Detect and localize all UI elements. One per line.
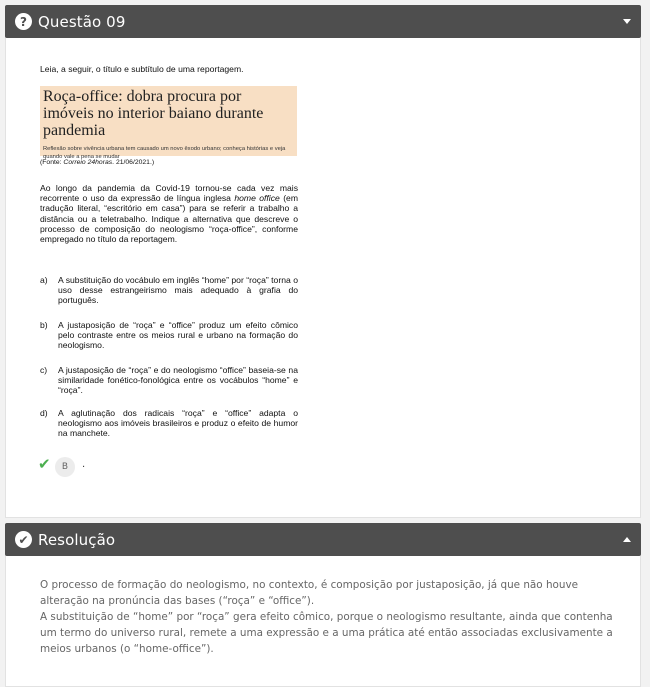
option-b[interactable]: b) A justaposição de “roça” e “office” produz um efeito cômico pelo contraste entre os meios rural e urbano na formação do neologismo. [40,320,298,351]
question-header[interactable] [5,5,641,38]
news-subtitle: Reflexão sobre vivência urbana tem causado um novo êxodo urbano; conheça histórias e veja quando vale a pena se mudar [43,146,286,160]
option-c[interactable]: c) A justaposição de “roça” e do neologismo “office” baseia-se na similaridade fonético-fonológica entre os vocábulos “home” e “roça”. [40,365,298,396]
question-mark-icon: ? [15,13,32,30]
chevron-up-icon[interactable] [623,537,631,542]
check-circle-icon: ✔ [15,531,32,548]
news-clipping [40,86,297,160]
resolution-header[interactable] [5,523,641,556]
question-intro: Leia, a seguir, o título e subtítulo de uma reportagem. [40,64,244,74]
source-citation: (Fonte: Correio 24horas. 21/06/2021.) [40,159,155,166]
resolution-title: Resolução [38,530,116,549]
chevron-down-icon[interactable] [623,19,631,24]
check-icon: ✔ [38,455,51,473]
answer-suffix: . [82,459,86,470]
option-a[interactable]: a) A substituição do vocábulo em inglês “home” por “roça” torna o uso desse estrangeirismo mais adequado à grafia do português. [40,275,298,306]
question-statement: Ao longo da pandemia da Covid-19 tornou-se cada vez mais recorrente o uso da expressão de língua inglesa home office (em tradução literal, “escritório em casa”) para se referir a trabalho a distância ou a teletrabalho. Indique a alternativa que descreve o processo de composição do neologismo “roça-office”, conforme empregado no título da reportagem. [40,183,298,245]
news-title: Roça-office: dobra procura por imóveis no interior baiano durante pandemia [43,88,264,139]
resolution-text: O processo de formação do neologismo, no contexto, é composição por justaposição, já que não houve alteração na pronúncia das bases (“roça” e “office”). A substituição de “home” por “roça” gera efeito cômico, porque o neologismo resultante, ainda que contenha um termo do universo rural, remete a uma expressão e a uma prática até então associadas exclusivamente a meios urbanos (o “home-office”). [40,579,613,655]
answer-badge: B [55,457,75,477]
option-d[interactable]: d) A aglutinação dos radicais “roça” e “office” adapta o neologismo aos imóveis brasileiros e produz o efeito de humor na manchete. [40,408,298,439]
question-title: Questão 09 [38,12,126,31]
